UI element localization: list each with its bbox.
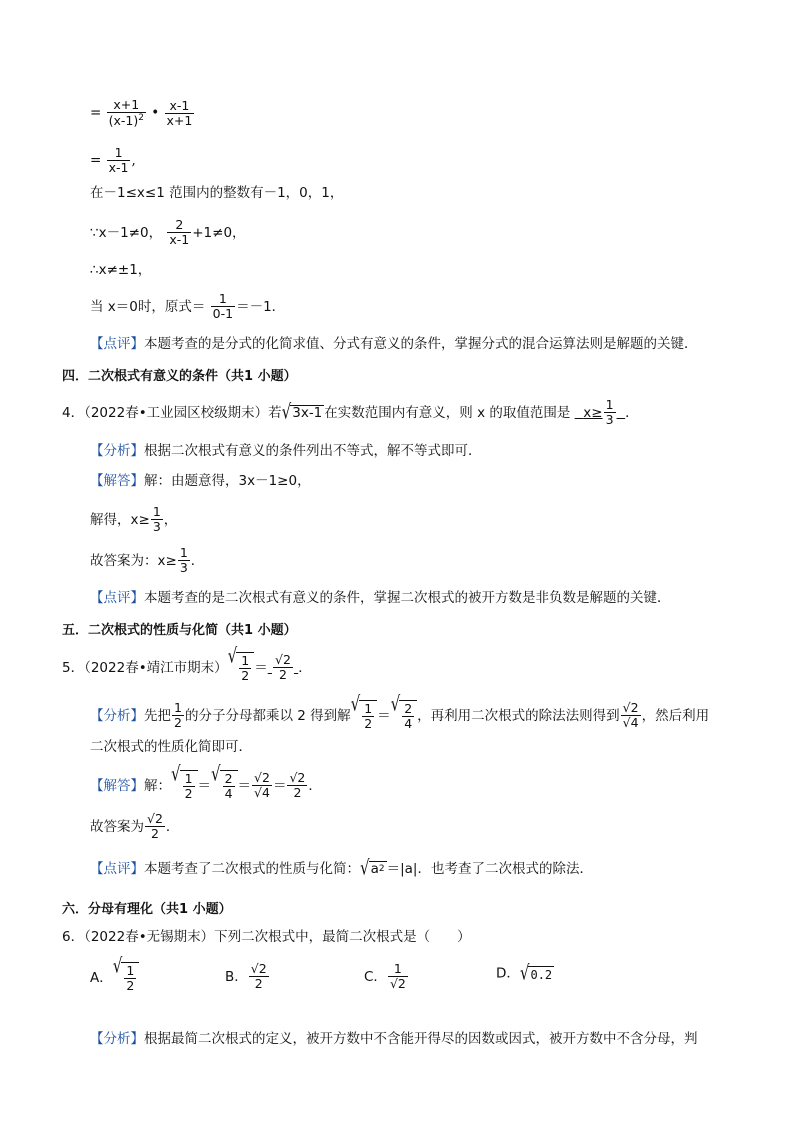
step-line-1 — [90, 98, 195, 129]
sqrt-expression — [112, 953, 140, 994]
fraction — [362, 702, 374, 732]
question-text: 5．（2022春•靖江市期末） — [62, 659, 228, 676]
section-heading-4: 四．二次根式有意义的条件（共1 小题） — [62, 369, 297, 384]
analysis-text: 先把 — [144, 707, 171, 724]
fraction — [145, 812, 165, 842]
denominator: 2 — [150, 826, 159, 842]
final-text: 故答案为：x≥ — [90, 552, 177, 569]
option-label: C． — [364, 968, 387, 985]
question-6: 6．（2022春•无锡期末）下列二次根式中，最简二次根式是（ ） — [62, 929, 471, 945]
analysis-text: 的分子分母都乘以 2 得到解 — [184, 707, 351, 724]
final-end: ． — [190, 552, 205, 569]
numerator: √2 — [274, 652, 291, 667]
numerator: 1 — [126, 963, 135, 978]
final-text: 故答案为 — [90, 818, 144, 835]
fraction — [107, 146, 131, 176]
step-line-2 — [90, 146, 136, 176]
option-c[interactable] — [364, 962, 409, 992]
numerator: 2 — [167, 218, 191, 233]
analysis-tag: 【分析】 — [90, 443, 144, 459]
analysis-line-5 — [90, 691, 710, 732]
radicand: 3x-1 — [292, 405, 323, 422]
answer-blank — [575, 397, 625, 428]
fraction — [172, 701, 184, 731]
final-answer-4 — [90, 546, 204, 576]
numerator: 1 — [152, 504, 161, 519]
sqrt-expression — [281, 399, 325, 425]
multiply-dot: • — [151, 104, 160, 121]
denominator: 2 — [241, 668, 250, 684]
range-line: 在－1≤x≤1 范围内的整数有－1，0，1， — [90, 185, 344, 201]
denominator: 2 — [293, 785, 302, 801]
denominator: √4 — [622, 715, 639, 731]
period: ． — [625, 404, 639, 421]
question-5 — [62, 643, 312, 684]
denominator: 2 — [254, 976, 263, 992]
option-label: B． — [225, 968, 248, 985]
fraction — [211, 292, 235, 322]
radical-sign: √ — [211, 761, 221, 787]
fraction — [388, 962, 408, 992]
option-a[interactable] — [90, 953, 139, 994]
radical-sign: √ — [171, 761, 181, 787]
radical-sign: √ — [112, 953, 123, 979]
comment-text: 本题考查了二次根式的性质与化简： — [144, 860, 360, 877]
comma: , — [131, 152, 136, 169]
analysis-text: ，再利用二次根式的除法法则得到 — [417, 707, 620, 724]
because-text-end: +1≠0， — [192, 224, 246, 241]
fraction — [124, 964, 136, 994]
comment-line-5 — [90, 855, 593, 880]
exponent: 2 — [138, 113, 144, 124]
denominator: 2 — [174, 715, 182, 731]
section-heading-6: 六．分母有理化（共1 小题） — [62, 902, 232, 917]
denominator: x-1 — [108, 160, 129, 176]
fraction — [151, 505, 163, 535]
when-line — [90, 292, 285, 322]
final-end: ． — [165, 818, 180, 835]
equals-sign: ＝ — [272, 777, 287, 794]
radical-sign: √ — [519, 960, 530, 985]
answer-blank — [268, 652, 299, 683]
exponent: 2 — [378, 864, 385, 875]
fraction — [183, 772, 195, 802]
radical-sign: √ — [360, 855, 370, 880]
radicand: a — [370, 861, 379, 877]
numerator: 1 — [107, 146, 131, 161]
option-label: A． — [90, 969, 113, 986]
analysis-line-5b: 二次根式的性质化简即可． — [90, 739, 252, 755]
period: ． — [298, 659, 312, 676]
when-text: 当 x＝0时，原式＝ — [90, 298, 206, 315]
numerator: 1 — [388, 962, 408, 977]
solve-line-4 — [90, 505, 177, 535]
equals-sign: ＝ — [377, 707, 391, 724]
therefore-line: ∴x≠±1， — [90, 262, 152, 278]
comment-tag: 【点评】 — [90, 860, 144, 877]
section-heading-5: 五．二次根式的性质与化简（共1 小题） — [62, 623, 297, 638]
solution-tag: 【解答】 — [90, 473, 144, 489]
numerator: √2 — [250, 961, 267, 976]
solve-end: ， — [163, 511, 178, 528]
analysis-line-6 — [90, 1033, 698, 1047]
numerator: 2 — [224, 771, 233, 786]
denominator: (x-1) — [108, 113, 139, 129]
question-text: 在实数范围内有意义，则 x 的取值范围是 — [324, 404, 571, 421]
because-line — [90, 218, 246, 248]
sqrt-expression — [227, 643, 255, 684]
sqrt-expression — [519, 960, 554, 985]
sqrt-expression — [360, 855, 387, 880]
denominator: √2 — [389, 976, 406, 992]
question-4 — [62, 398, 639, 428]
denominator: 4 — [224, 786, 233, 802]
numerator: √2 — [622, 700, 639, 715]
period: ． — [308, 777, 322, 794]
comment-tag: 【点评】 — [90, 590, 144, 606]
numerator: √2 — [254, 770, 270, 785]
numerator: 1 — [364, 701, 373, 716]
answer-text: x≥ — [583, 404, 603, 421]
analysis-tag: 【分析】 — [90, 1031, 144, 1047]
comment-line-4 — [90, 592, 671, 606]
sqrt-expression — [350, 691, 378, 732]
denominator: 2 — [184, 786, 193, 802]
equals-sign: ＝ — [254, 659, 268, 676]
comment-text: 本题考查的是分式的化简求值、分式有意义的条件，掌握分式的混合运算法则是解题的关键． — [144, 336, 698, 352]
equals-sign: = — [90, 152, 102, 169]
comment-text: 本题考查的是二次根式有意义的条件，掌握二次根式的被开方数是非负数是解题的关键． — [144, 590, 671, 606]
denominator: 3 — [152, 519, 161, 535]
denominator: x-1 — [169, 232, 190, 248]
denominator: 2 — [126, 978, 135, 994]
fraction — [252, 771, 272, 801]
comment-line — [90, 338, 698, 352]
solution-line-5 — [90, 761, 322, 802]
fraction — [621, 701, 641, 731]
fraction — [604, 398, 616, 428]
solution-line-4 — [90, 475, 311, 489]
numerator: 1 — [184, 771, 193, 786]
analysis-line-4 — [90, 445, 482, 459]
fraction — [273, 653, 293, 683]
denominator: 3 — [179, 560, 188, 576]
numerator: 1 — [605, 397, 614, 412]
denominator: 3 — [605, 412, 614, 428]
numerator: x-1 — [165, 99, 195, 114]
denominator: 4 — [404, 716, 413, 732]
numerator: 1 — [174, 700, 182, 715]
analysis-text: 根据二次根式有意义的条件列出不等式，解不等式即可． — [144, 443, 482, 459]
sqrt-expression — [211, 761, 238, 802]
analysis-text: ，然后利用 — [641, 707, 710, 724]
denominator: x+1 — [166, 112, 193, 128]
radical-sign: √ — [227, 643, 238, 669]
analysis-tag: 【分析】 — [90, 707, 144, 724]
comment-tag: 【点评】 — [90, 336, 144, 352]
final-answer-5 — [90, 812, 179, 842]
fraction — [239, 654, 251, 684]
option-b[interactable] — [225, 962, 270, 992]
fraction — [249, 962, 269, 992]
radicand: 0.2 — [530, 967, 553, 982]
radical-sign: √ — [390, 691, 401, 717]
equals-sign: ＝ — [197, 777, 212, 794]
solution-tag: 【解答】 — [90, 777, 144, 794]
sqrt-expression — [390, 691, 418, 732]
denominator: √4 — [254, 785, 270, 801]
numerator: 2 — [404, 701, 413, 716]
analysis-text: 根据最简二次根式的定义，被开方数中不含能开得尽的因数或因式，被开方数中不含分母，判 — [144, 1031, 698, 1047]
fraction — [167, 218, 191, 248]
equals-sign: ＝ — [237, 777, 252, 794]
because-text: ∵x－1≠0， — [90, 224, 163, 241]
denominator: 0-1 — [212, 306, 234, 322]
radical-sign: √ — [350, 691, 361, 717]
when-result: ＝－1． — [236, 298, 286, 315]
numerator: √2 — [147, 811, 163, 826]
denominator: 2 — [278, 667, 287, 683]
fraction — [402, 702, 414, 732]
comment-text: ＝|a|．也考查了二次根式的除法． — [386, 860, 593, 877]
option-d[interactable] — [496, 960, 554, 985]
numerator: √2 — [289, 770, 306, 785]
radical-sign: √ — [281, 399, 292, 425]
sqrt-expression — [171, 761, 198, 802]
numerator: 1 — [241, 653, 250, 668]
equals-sign: = — [90, 104, 102, 121]
solution-text: 解： — [144, 777, 171, 794]
fraction — [287, 771, 307, 801]
numerator: x+1 — [107, 98, 146, 113]
fraction — [165, 99, 195, 129]
denominator: 2 — [364, 716, 373, 732]
fraction — [178, 546, 190, 576]
question-text: 4．（2022春•工业园区校级期末）若 — [62, 404, 282, 421]
fraction — [223, 772, 235, 802]
option-label: D． — [496, 965, 520, 982]
solve-text: 解得，x≥ — [90, 511, 150, 528]
fraction — [107, 98, 146, 129]
numerator: 1 — [179, 545, 188, 560]
numerator: 1 — [211, 292, 235, 307]
solution-text: 解：由题意得，3x－1≥0， — [144, 473, 311, 489]
